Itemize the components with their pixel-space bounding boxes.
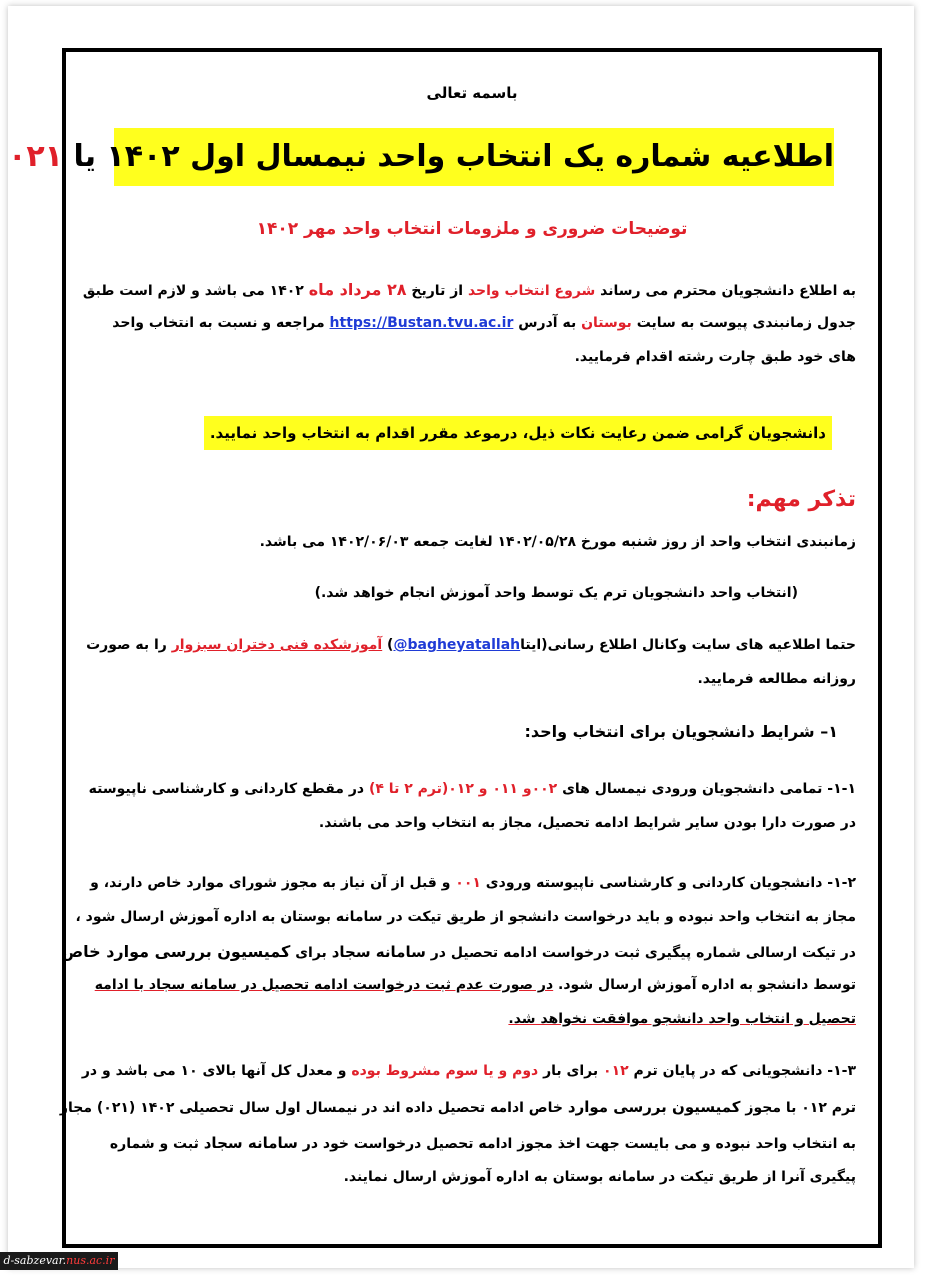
item-1-3-line-3 — [88, 1128, 856, 1160]
text: ۰۰۲و ۰۱۱ و ۰۱۲(ترم ۲ تا ۴) — [368, 781, 558, 797]
notice-banner: دانشجویان گرامی ضمن رعایت نکات ذیل، درموعد مقرر اقدام به انتخاب واحد نمایید. — [204, 416, 832, 450]
item-1-2-line-2: مجاز به انتخاب واحد نبوده و باید درخواست دانشجو از طریق تیکت در سامانه بوستان به اداره آموزش ارسال شود ، — [75, 909, 856, 925]
site-watermark — [0, 1252, 118, 1270]
text: توسط دانشجو به اداره آموزش ارسال شود. — [553, 977, 856, 993]
text: شروع انتخاب واحد — [467, 283, 596, 299]
text: سامانه سجاد — [331, 943, 426, 961]
text: خاص ادامه تحصیل داده اند در نیمسال اول سال تحصیلی ۱۴۰۲ (۰۲۱) مجاز — [59, 1100, 568, 1116]
text: و معدل کل آنها بالای ۱۰ می باشد و در — [81, 1063, 352, 1079]
item-1-2-line-5 — [88, 1004, 856, 1035]
text: زمانبندی انتخاب واحد از روز — [657, 534, 856, 550]
document-content — [8, 52, 878, 1244]
title-term-code: ۰۲۱ — [8, 139, 63, 174]
text: مراجعه و نسبت به انتخاب واحد — [112, 315, 330, 331]
bustan-link[interactable]: https://Bustan.tvu.ac.ir — [329, 315, 514, 331]
announcement-title — [8, 128, 834, 186]
schedule-line — [88, 526, 856, 558]
basmala: باسمه تعالی — [426, 84, 518, 102]
text: حتما اطلاعیه های سایت وکانال اطلاع رسانی(ایتا — [520, 637, 856, 653]
channel-line-1 — [88, 630, 856, 661]
intro-line-2 — [88, 308, 856, 339]
text: ثبت و شماره — [109, 1136, 204, 1152]
text: برای — [290, 945, 332, 961]
text: را به صورت — [86, 637, 172, 653]
text: به انتخاب واحد نبوده و می بایست جهت اخذ مجوز ادامه تحصیل درخواست خود در — [297, 1136, 856, 1152]
document-frame — [8, 48, 882, 1248]
section1-heading: ۱– شرایط دانشجویان برای انتخاب واحد: — [524, 722, 838, 741]
text: بوستان — [581, 315, 632, 331]
item-1-2-line-4 — [88, 970, 856, 1001]
item-1-2-line-3 — [61, 936, 856, 969]
text: تحصیل و انتخاب واحد دانشجو موافقت نخواهد شد. — [508, 1011, 856, 1027]
text: ترم ۰۱۲ با مجوز — [740, 1100, 856, 1116]
text: به آدرس — [513, 315, 582, 331]
item-1-3-line-2 — [59, 1092, 856, 1124]
item-1-1-line-2: در صورت دارا بودن سایر شرایط ادامه تحصیل، مجاز به انتخاب واحد می باشند. — [318, 815, 856, 831]
item-1-3-line-4: پیگیری آنرا از طریق تیکت در سامانه بوستان به اداره آموزش ارسال نمایند. — [343, 1169, 856, 1185]
channel-line-2: روزانه مطالعه فرمایید. — [697, 671, 856, 687]
text: کمیسیون بررسی موارد خاص — [61, 942, 291, 961]
first-term-note: (انتخاب واحد دانشجویان ترم یک توسط واحد آموزش انجام خواهد شد.) — [314, 585, 798, 601]
text: از تاریخ — [406, 283, 468, 299]
text: برای بار — [538, 1063, 604, 1079]
text: ۰۰۱ — [455, 875, 481, 891]
text: ۲۸ مرداد ماه — [308, 280, 407, 299]
text: و قبل از آن نیاز به مجوز شورای موارد خاص دارند، و — [90, 875, 456, 891]
text: در مقطع کاردانی و کارشناسی ناپیوسته — [88, 781, 369, 797]
watermark-suffix: nus.ac.ir — [66, 1254, 115, 1267]
text: ۰۱۲ — [603, 1063, 629, 1079]
text: ) — [382, 637, 394, 653]
text: به اطلاع دانشجویان محترم می رساند — [595, 283, 856, 299]
eitaa-channel-link[interactable]: @bagheyatallah — [393, 637, 521, 653]
item-1-2-line-1 — [88, 868, 856, 899]
text: ۱-۱- تمامی دانشجویان ورودی نیمسال های — [557, 781, 856, 797]
text: آموزشکده فنی دختران سبزوار — [171, 637, 383, 653]
text: جدول زمانبندی پیوست به سایت — [631, 315, 856, 331]
text: شنبه — [621, 532, 658, 550]
title-text: اطلاعیه شماره یک انتخاب واحد نیمسال اول ۱۴۰۲ یا — [63, 139, 834, 174]
text: مورخ ۱۴۰۲/۰۵/۲۸ لغایت جمعه ۱۴۰۲/۰۶/۰۳ می باشد. — [259, 534, 622, 550]
item-1-1-line-1 — [88, 774, 856, 805]
text: سامانه سجاد — [203, 1134, 298, 1152]
text: ۱۴۰۲ می باشد و لازم است طبق — [82, 283, 309, 299]
text: ۱-۳- دانشجویانی که در پایان ترم — [628, 1063, 856, 1079]
document-page — [8, 6, 914, 1268]
text: ۱-۲- دانشجویان کاردانی و کارشناسی ناپیوسته ورودی — [480, 875, 856, 891]
watermark-prefix: d-sabzevar. — [3, 1254, 67, 1267]
intro-line-1 — [82, 274, 856, 307]
reminder-heading: تذکر مهم: — [746, 487, 856, 512]
text: در صورت عدم ثبت درخواست ادامه تحصیل در سامانه سجاد با ادامه — [94, 977, 554, 993]
intro-line-3: های خود طبق چارت رشته اقدام فرمایید. — [574, 349, 856, 365]
text: دوم و یا سوم مشروط بوده — [351, 1063, 539, 1079]
text: در تیکت ارسالی شماره پیگیری ثبت درخواست ادامه تحصیل در — [425, 945, 856, 961]
text: کمیسیون بررسی موارد — [567, 1098, 741, 1116]
subtitle: توضیحات ضروری و ملزومات انتخاب واحد مهر ۱۴۰۲ — [256, 219, 688, 239]
item-1-3-line-1 — [81, 1056, 856, 1087]
